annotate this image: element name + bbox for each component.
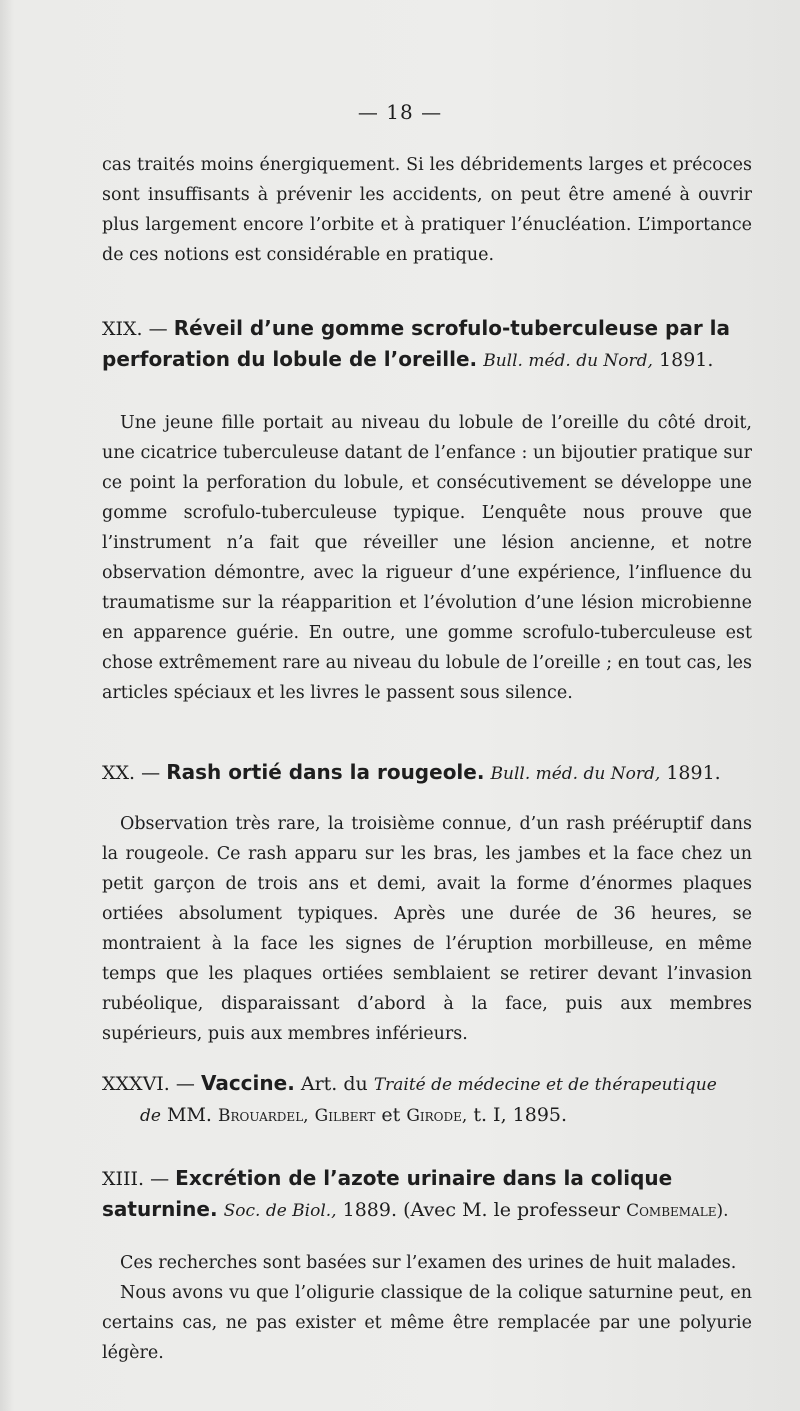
section-heading (102, 313, 752, 376)
section-number: XIII. — (102, 1168, 170, 1190)
intro-paragraph: cas traités moins énergiquement. Si les débridements larges et précoces sont insuffisants à prévenir les accidents, on peut être amené à ouvrir plus largement encore l’orbite et à pratiquer l’énucléation. L’importance de ces notions est considérable en pratique. (102, 155, 752, 265)
section-title: Réveil d’une gomme scrofulo-tuberculeuse par la perforation du lobule de l’oreille. (102, 316, 731, 371)
section-body: Observation très rare, la troisième connue, d’un rash prééruptif dans la rougeole. Ce rash apparu sur les bras, les jambes et la face chez un petit garçon de trois ans et demi, avait la forme d’énormes plaques ortiées absolument typiques. Après une durée de 36 heures, se montraient à la face les signes de l’éruption morbilleuse, en même temps que les plaques ortiées semblaient se retirer devant l’invasion rubéolique, disparaissant d’abord à la face, puis aux membres supérieurs, puis aux membres inférieurs. (102, 814, 752, 1044)
section-title: Vaccine. (200, 1071, 295, 1095)
section-source: Bull. méd. du Nord, (483, 351, 653, 371)
section-source: Soc. de Biol., (223, 1201, 337, 1221)
section-heading (102, 1163, 752, 1226)
section-year: 1891. (659, 349, 714, 371)
section-number: XX. — (102, 762, 161, 784)
section-xix (102, 313, 752, 708)
section-body-1: Ces recherches sont basées sur l’examen des urines de huit malades. (120, 1253, 737, 1273)
section-xx (102, 757, 752, 1049)
section-body-2: Nous avons vu que l’oligurie classique de la colique saturnine peut, en certains cas, ne pas exister et même être remplacée par une polyurie légère. (102, 1283, 752, 1363)
section-year: 1891. (666, 762, 721, 784)
intro-paragraph-block (102, 150, 752, 270)
collaborator-name: Combemale). (626, 1201, 729, 1221)
de-word: de (140, 1106, 161, 1126)
section-source: Bull. méd. du Nord, (490, 764, 661, 784)
page-number: — 18 — (357, 100, 443, 124)
section-title: Rash ortié dans la rougeole. (166, 760, 485, 784)
article-prefix: Art. du (300, 1073, 368, 1095)
collaboration-note: (Avec M. le professeur (403, 1199, 621, 1221)
mm-abbrev: MM. (167, 1104, 212, 1126)
section-year: 1889. (342, 1199, 398, 1221)
volume-year: t. I, 1895. (473, 1104, 568, 1126)
author-gilbert: Gilbert (314, 1106, 376, 1126)
section-title: Excrétion de l’azote urinaire dans la colique saturnine. (102, 1166, 673, 1221)
work-title: Traité de médecine et de thérapeutique (373, 1075, 717, 1095)
section-heading (102, 757, 752, 789)
section-number: XXXVI. — (102, 1073, 195, 1095)
section-heading (102, 1068, 752, 1131)
author-girode: Girode, (406, 1106, 468, 1126)
section-number: XIX. — (102, 318, 168, 340)
section-xxxvi (102, 1068, 752, 1131)
et-word: et (381, 1104, 401, 1126)
section-body: Une jeune fille portait au niveau du lobule de l’oreille du côté droit, une cicatrice tuberculeuse datant de l’enfance : un bijoutier pratique sur ce point la perforation du lobule, et consécutivement se développe une gomme scrofulo-tuberculeuse typique. L’enquête nous prouve que l’instrument n’a fait que réveiller une lésion ancienne, et notre observation démontre, avec la rigueur d’une expérience, l’influence du traumatisme sur la réapparition et l’évolution d’une lésion microbienne en apparence guérie. En outre, une gomme scrofulo-tuberculeuse est chose extrêmement rare au niveau du lobule de l’oreille ; en tout cas, les articles spéciaux et les livres le passent sous silence. (102, 413, 752, 703)
section-xiii (102, 1163, 752, 1368)
author-brouardel: Brouardel, (218, 1106, 309, 1126)
